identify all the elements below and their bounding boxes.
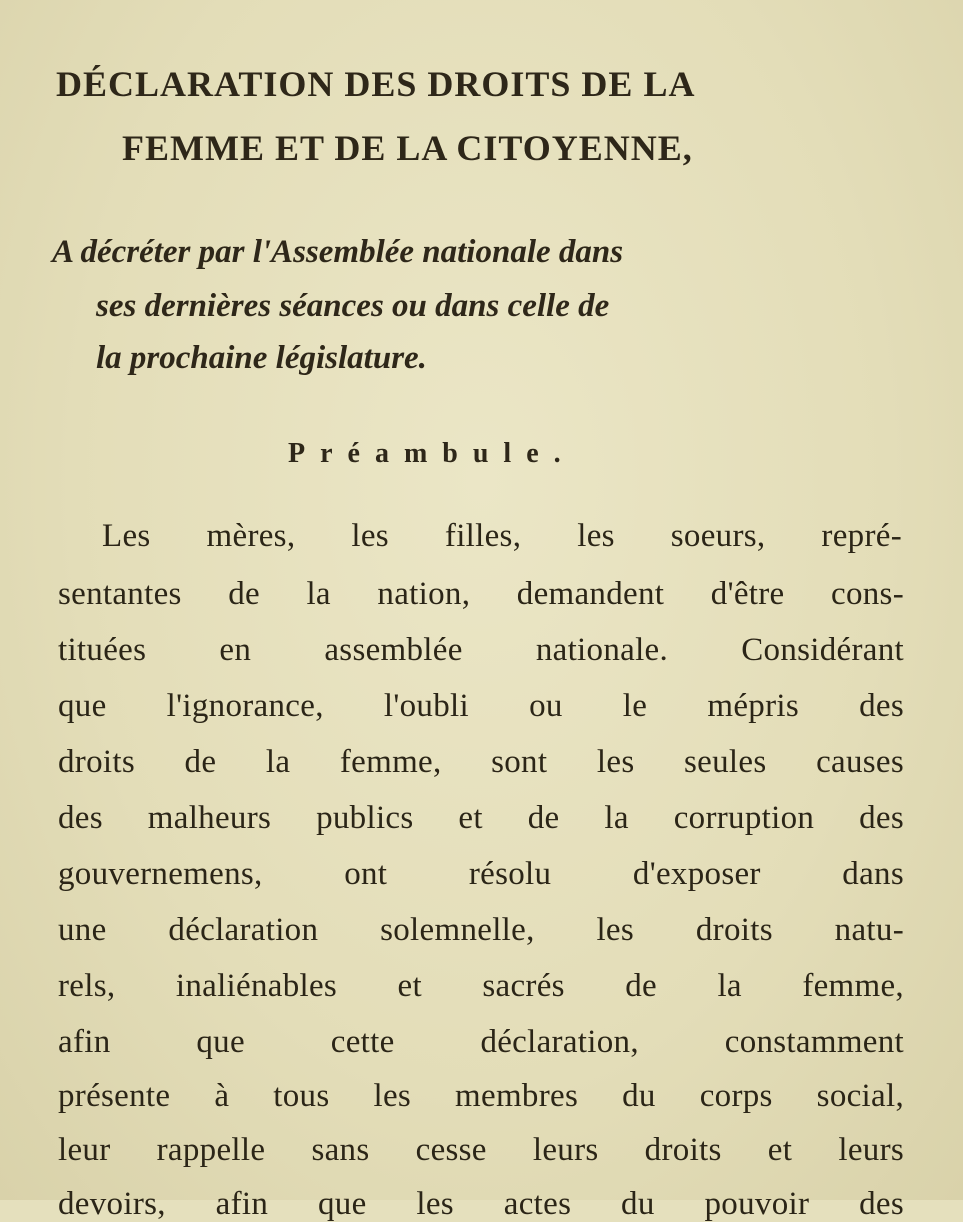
body-line: devoirs, afin que les actes du pouvoir des	[58, 1186, 904, 1222]
body-line: des malheurs publics et de la corruption des	[58, 800, 904, 836]
preamble-heading: Préambule.	[288, 438, 576, 469]
body-line: que l'ignorance, l'oubli ou le mépris des	[58, 688, 904, 724]
body-line: gouvernemens, ont résolu d'exposer dans	[58, 856, 904, 892]
subtitle-line-3: la prochaine législature.	[96, 340, 427, 376]
body-line: leur rappelle sans cesse leurs droits et leurs	[58, 1132, 904, 1168]
body-line: tituées en assemblée nationale. Considérant	[58, 632, 904, 668]
body-line: rels, inaliénables et sacrés de la femme,	[58, 968, 904, 1004]
body-line: sentantes de la nation, demandent d'être cons-	[58, 576, 904, 612]
title-line-1: DÉCLARATION DES DROITS DE LA	[56, 64, 696, 104]
body-line: une déclaration solemnelle, les droits natu-	[58, 912, 904, 948]
body-line: Les mères, les filles, les soeurs, repré-	[102, 518, 902, 554]
subtitle-line-2: ses dernières séances ou dans celle de	[96, 288, 610, 324]
body-line: afin que cette déclaration, constamment	[58, 1024, 904, 1060]
title-line-2: FEMME ET DE LA CITOYENNE,	[122, 128, 693, 168]
body-line: présente à tous les membres du corps social,	[58, 1078, 904, 1114]
subtitle-line-1: A décréter par l'Assemblée nationale dans	[52, 234, 624, 270]
body-line: droits de la femme, sont les seules causes	[58, 744, 904, 780]
